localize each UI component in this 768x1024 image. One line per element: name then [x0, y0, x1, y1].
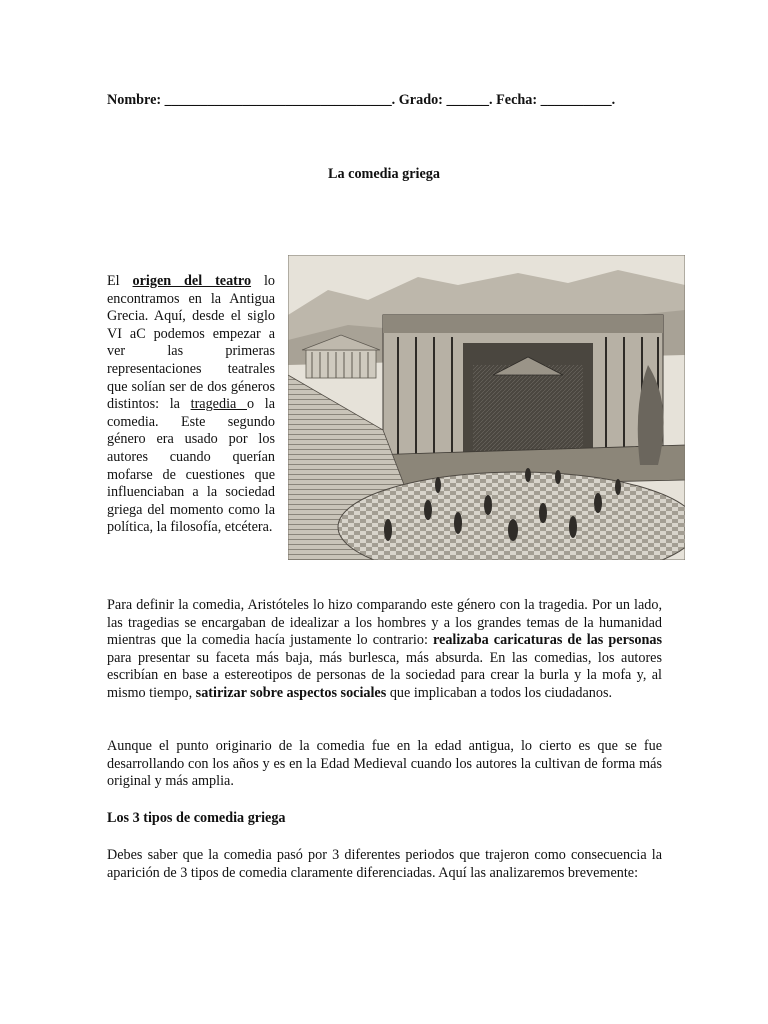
greek-theatre-engraving-image — [288, 255, 685, 560]
para1-text-3: que implicaban a todos los ciudadanos. — [386, 684, 613, 701]
student-info-line — [107, 92, 667, 109]
intro-text-1: El — [107, 273, 133, 289]
origen-teatro-link[interactable]: origen del teatro — [132, 273, 252, 289]
grado-blank: ______ — [446, 92, 490, 108]
nombre-blank: ________________________________ — [164, 92, 392, 108]
greek-theatre-engraving-icon — [288, 255, 685, 560]
fecha-blank: __________ — [540, 92, 612, 108]
document-title: La comedia griega — [328, 166, 440, 182]
tragedia-link[interactable]: tragedia — [190, 396, 247, 413]
section-heading: Los 3 tipos de comedia griega — [107, 810, 286, 826]
nombre-label: Nombre: — [107, 92, 162, 108]
header-end: . — [611, 92, 616, 108]
para1-bold-1: realizaba caricaturas de las personas — [433, 632, 662, 649]
para1-text-2: para presentar su faceta más baja, más burlesca, más absurda. En las comedias, los autores escribían en base a estereotipos de personas de la sociedad para crear la burla y la mofa y, al mismo tiempo, — [107, 649, 662, 701]
fecha-label: . Fecha: — [489, 92, 538, 108]
intro-paragraph — [107, 273, 275, 537]
grado-label: . Grado: — [391, 92, 443, 108]
para-definicion — [107, 597, 662, 703]
intro-text-3: o la comedia. Este segundo género era usado por los autores cuando querían mofarse de cuestiones que influenciaban a la sociedad griega del momento como la política, la filosofía, etcétera. — [107, 396, 275, 536]
para-edad-media: Aunque el punto originario de la comedia fue en la edad antigua, lo cierto es que se fue desarrollando con los años y es en la Edad Medieval cuando los autores la cultivan de forma más original y más amplia. — [107, 738, 662, 790]
para-periodos: Debes saber que la comedia pasó por 3 diferentes periodos que trajeron como consecuencia la aparición de 3 tipos de comedia claramente diferenciadas. Aquí las analizaremos brevemente: — [107, 847, 662, 881]
para1-text-1: Para definir la comedia, Aristóteles lo hizo comparando este género con la tragedia. Por un lado, las tragedias se encargaban de idealizar a los hombres y a los grandes temas de la humanidad mientras que la comedia hacía justamente lo contrario: — [107, 597, 662, 649]
para1-bold-2: satirizar sobre aspectos sociales — [195, 684, 387, 701]
intro-text-2: lo encontramos en la Antigua Grecia. Aquí, desde el siglo VI aC podemos empezar a ver las primeras representaciones teatrales que solían ser de dos géneros distintos: la — [107, 273, 275, 413]
